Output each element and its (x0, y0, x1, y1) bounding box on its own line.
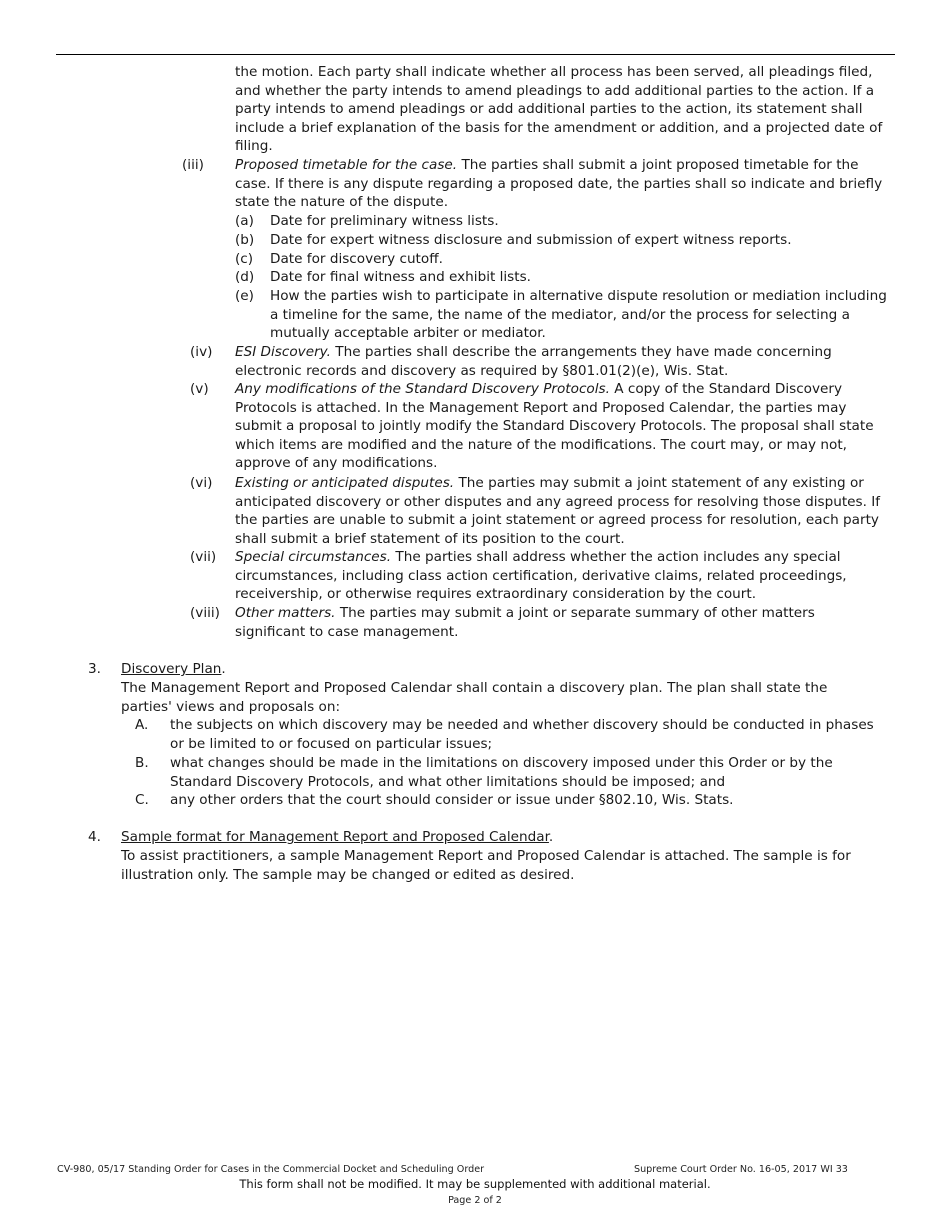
page-number: Page 2 of 2 (448, 1195, 502, 1206)
subitem-text: Date for final witness and exhibit lists. (270, 269, 532, 285)
continuation-paragraph: the motion. Each party shall indicate whether all process has been served, all pleadings filed, and whether the party intends to amend pleadings to add additional parties to the action. If a party intends to amend pleadings or add additional parties to the action, its statement shall include a brief explanation of the basis for the amendment or addition, and a projected date of filing. (235, 64, 883, 155)
item-viii-text (235, 604, 887, 641)
item-title: Any modifications of the Standard Discovery Protocols. (235, 381, 610, 397)
subitem-text: Date for expert witness disclosure and submission of expert witness reports. (270, 232, 792, 248)
section-number: 4. (88, 829, 101, 845)
footer-form-id: CV-980, 05/17 Standing Order for Cases in the Commercial Docket and Scheduling Order (57, 1164, 485, 1175)
item-body: The parties may submit a joint statement of any existing or anticipated discovery or other disputes and any agreed process for resolving those disputes. If the parties are unable to submit a joint statement or agreed process for resolution, each party shall submit a brief statement of its position to the court. (235, 475, 881, 547)
list-letter: C. (135, 792, 149, 808)
section-title-period: . (221, 661, 226, 677)
item-number: (vii) (190, 549, 217, 565)
list-letter: A. (135, 717, 149, 733)
section-title: Sample format for Management Report and Proposed Calendar (121, 829, 549, 845)
section-number: 3. (88, 661, 101, 677)
item-body: The parties may submit a joint or separate summary of other matters significant to case management. (235, 605, 815, 640)
subitem-number: (a) (235, 213, 254, 229)
section-title: Discovery Plan (121, 661, 222, 677)
header-rule (56, 54, 895, 55)
item-number: (v) (190, 381, 209, 397)
item-title: Other matters. (235, 605, 336, 621)
list-item-text: what changes should be made in the limitations on discovery imposed under this Order or by the Standard Discovery Protocols, and what other limitations should be imposed; and (170, 755, 833, 790)
item-iii-text (235, 156, 887, 212)
subitem-number: (e) (235, 288, 254, 304)
item-iv-text (235, 343, 887, 380)
section-intro: The Management Report and Proposed Calendar shall contain a discovery plan. The plan shall state the parties' views and proposals on: (121, 680, 828, 715)
item-number: (viii) (190, 605, 220, 621)
item-v-text (235, 380, 887, 473)
section-title-period: . (548, 829, 554, 845)
item-number: (vi) (190, 475, 213, 491)
subitem-number: (c) (235, 251, 254, 267)
subitem-number: (d) (235, 269, 255, 285)
item-title: Proposed timetable for the case. (235, 157, 458, 173)
subitem-text: Date for discovery cutoff. (270, 251, 443, 267)
footer-notice: This form shall not be modified. It may be supplemented with additional material. (239, 1177, 711, 1191)
item-body: A copy of the Standard Discovery Protocols is attached. In the Management Report and Proposed Calendar, the parties may submit a proposal to jointly modify the Standard Discovery Protocols. The proposal shall state which items are modified and the nature of the modifications. The court may, or may not, approve of any modifications. (235, 381, 874, 472)
subitem-number: (b) (235, 232, 255, 248)
list-item-text: the subjects on which discovery may be needed and whether discovery should be conducted in phases or be limited to or focused on particular issues; (170, 717, 874, 752)
section-heading (121, 660, 881, 679)
item-number: (iv) (190, 344, 213, 360)
item-title: Special circumstances. (235, 549, 392, 565)
subitem-text: Date for preliminary witness lists. (270, 213, 499, 229)
item-number: (iii) (182, 157, 204, 173)
section-heading (121, 828, 881, 847)
item-body: The parties shall describe the arrangements they have made concerning electronic records and discovery as required by §801.01(2)(e), Wis. Stat. (235, 344, 832, 379)
subitem-text: How the parties wish to participate in alternative dispute resolution or mediation including a timeline for the same, the name of the mediator, and/or the process for selecting a mutually acceptable arbiter or mediator. (270, 288, 887, 342)
item-vi-text (235, 474, 887, 548)
item-body: The parties shall submit a joint proposed timetable for the case. If there is any dispute regarding a proposed date, the parties shall so indicate and briefly state the nature of the dispute. (235, 157, 883, 211)
item-title: ESI Discovery. (235, 344, 331, 360)
item-body: The parties shall address whether the action includes any special circumstances, including class action certification, derivative claims, related proceedings, receivership, or otherwise requires extraordinary consideration by the court. (235, 549, 847, 603)
list-item-text: any other orders that the court should consider or issue under §802.10, Wis. Stats. (170, 792, 734, 808)
item-title: Existing or anticipated disputes. (235, 475, 455, 491)
list-letter: B. (135, 755, 149, 771)
footer-court-order: Supreme Court Order No. 16-05, 2017 WI 33 (634, 1164, 848, 1175)
item-vii-text (235, 548, 887, 604)
section-body: To assist practitioners, a sample Management Report and Proposed Calendar is attached. The sample is for illustration only. The sample may be changed or edited as desired. (121, 848, 851, 883)
